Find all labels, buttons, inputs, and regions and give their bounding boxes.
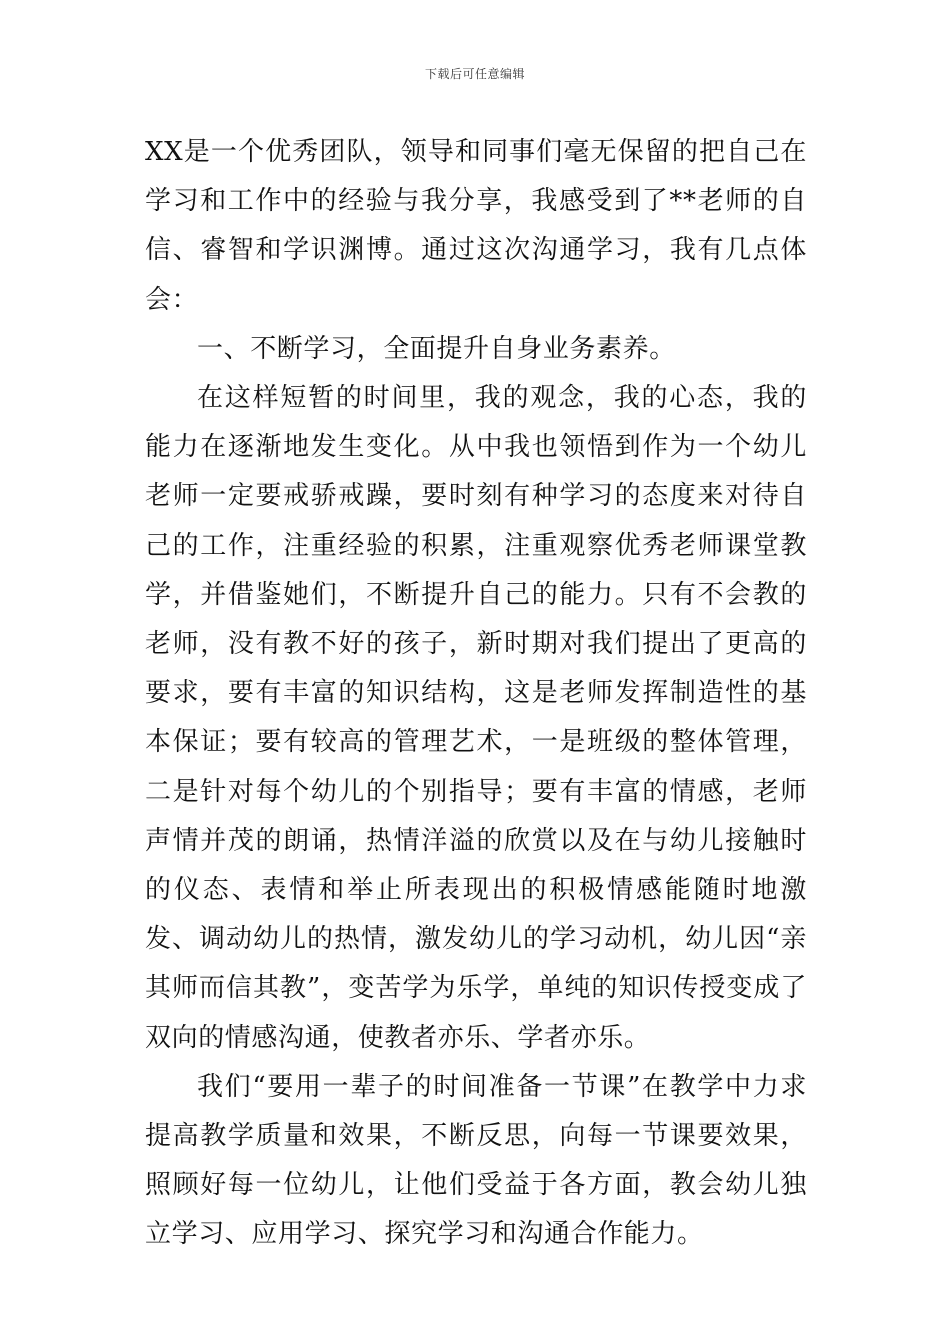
paragraph-body-2: 我们“要用一辈子的时间准备一节课”在教学中力求提高教学质量和效果，不断反思，向每一节课要效果，照顾好每一位幼儿，让他们受益于各方面，教会幼儿独立学习、应用学习、探究学习和沟通合作能力。 bbox=[145, 1071, 807, 1250]
section-heading-1: 一、不断学习，全面提升自身业务素养。 bbox=[197, 333, 676, 364]
paragraph-intro: XX是一个优秀团队，领导和同事们毫无保留的把自己在学习和工作中的经验与我分享，我感受到了**老师的自信、睿智和学识渊博。通过这次沟通学习，我有几点体会： bbox=[145, 137, 807, 315]
document-body bbox=[145, 128, 807, 1260]
page-header: 下载后可任意编辑 bbox=[424, 67, 525, 81]
paragraph-body-1: 在这样短暂的时间里，我的观念，我的心态，我的能力在逐渐地发生变化。从中我也领悟到作为一个幼儿老师一定要戒骄戒躁，要时刻有种学习的态度来对待自己的工作，注重经验的积累，注重观察优秀老师课堂教学，并借鉴她们，不断提升自己的能力。只有不会教的老师，没有教不好的孩子，新时期对我们提出了更高的要求，要有丰富的知识结构，这是老师发挥制造性的基本保证；要有较高的管理艺术，一是班级的整体管理，二是针对每个幼儿的个别指导；要有丰富的情感，老师声情并茂的朗诵，热情洋溢的欣赏以及在与幼儿接触时的仪态、表情和举止所表现出的积极情感能随时地激发、调动幼儿的热情，激发幼儿的学习动机，幼儿因“亲其师而信其教”，变苦学为乐学，单纯的知识传授变成了双向的情感沟通，使教者亦乐、学者亦乐。 bbox=[145, 383, 807, 1053]
